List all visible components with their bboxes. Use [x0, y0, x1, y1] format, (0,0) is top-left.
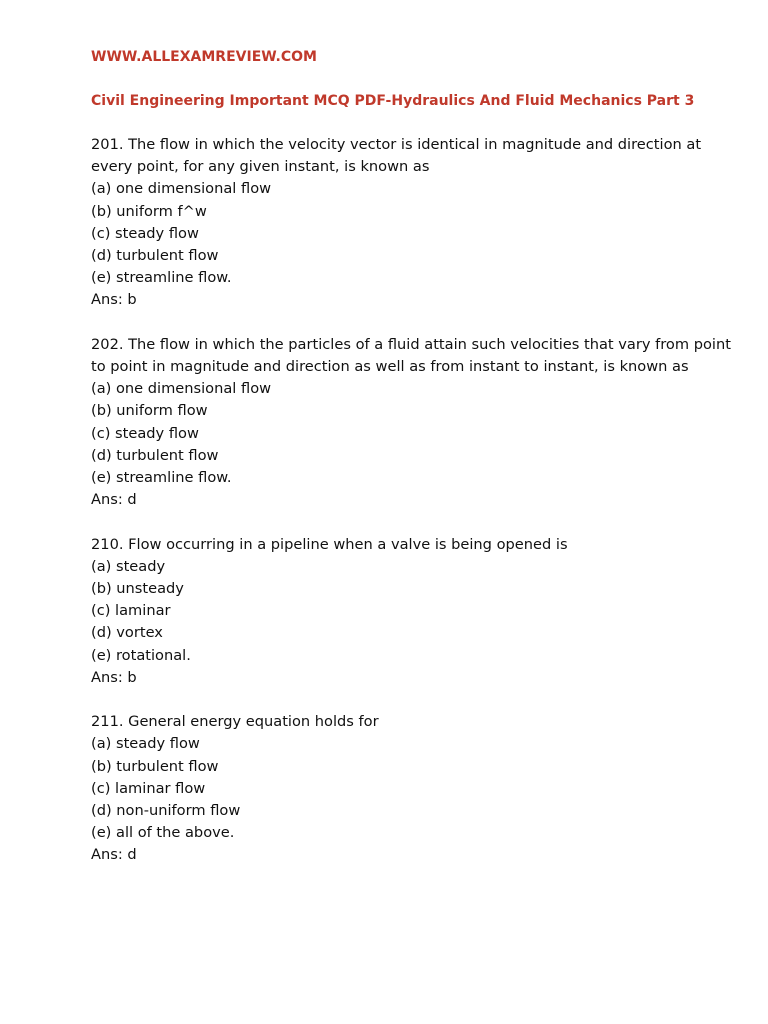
document-title: Civil Engineering Important MCQ PDF-Hydraulics And Fluid Mechanics Part 3 [91, 93, 695, 109]
option-e: (e) rotational. [91, 646, 191, 664]
answer-text: Ans: b [91, 291, 137, 309]
question-211 [91, 711, 731, 866]
question-202 [91, 334, 731, 512]
question-210 [91, 534, 731, 689]
option-d: (d) turbulent flow [91, 446, 219, 464]
question-text: 211. General energy equation holds for [91, 713, 379, 731]
document-page [91, 46, 731, 889]
question-text: 201. The flow in which the velocity vector is identical in magnitude and direction at every point, for any given instant, is known as [91, 136, 702, 176]
option-d: (d) turbulent flow [91, 247, 219, 265]
option-a: (a) steady [91, 557, 166, 575]
option-list [91, 378, 731, 489]
option-c: (c) laminar [91, 602, 171, 620]
option-b: (b) turbulent flow [91, 757, 219, 775]
question-201 [91, 134, 731, 312]
option-e: (e) all of the above. [91, 824, 235, 842]
answer-text: Ans: d [91, 846, 137, 864]
option-b: (b) unsteady [91, 580, 184, 598]
answer-text: Ans: d [91, 491, 137, 509]
option-a: (a) one dimensional flow [91, 380, 272, 398]
option-c: (c) steady flow [91, 224, 199, 242]
question-list [91, 134, 731, 867]
answer-text: Ans: b [91, 668, 137, 686]
option-list [91, 178, 731, 289]
option-e: (e) streamline flow. [91, 269, 232, 287]
site-url[interactable]: WWW.ALLEXAMREVIEW.COM [91, 49, 317, 65]
option-c: (c) steady flow [91, 424, 199, 442]
option-a: (a) steady flow [91, 735, 200, 753]
option-d: (d) non-uniform flow [91, 802, 241, 820]
option-a: (a) one dimensional flow [91, 180, 272, 198]
option-e: (e) streamline flow. [91, 469, 232, 487]
option-list [91, 733, 731, 844]
option-list [91, 556, 731, 667]
option-c: (c) laminar flow [91, 779, 206, 797]
question-text: 210. Flow occurring in a pipeline when a valve is being opened is [91, 535, 568, 553]
option-b: (b) uniform flow [91, 402, 208, 420]
question-text: 202. The flow in which the particles of a fluid attain such velocities that vary from point to point in magnitude and direction as well as from instant to instant, is known as [91, 335, 731, 376]
option-d: (d) vortex [91, 624, 163, 642]
option-b: (b) uniform f^w [91, 202, 207, 220]
